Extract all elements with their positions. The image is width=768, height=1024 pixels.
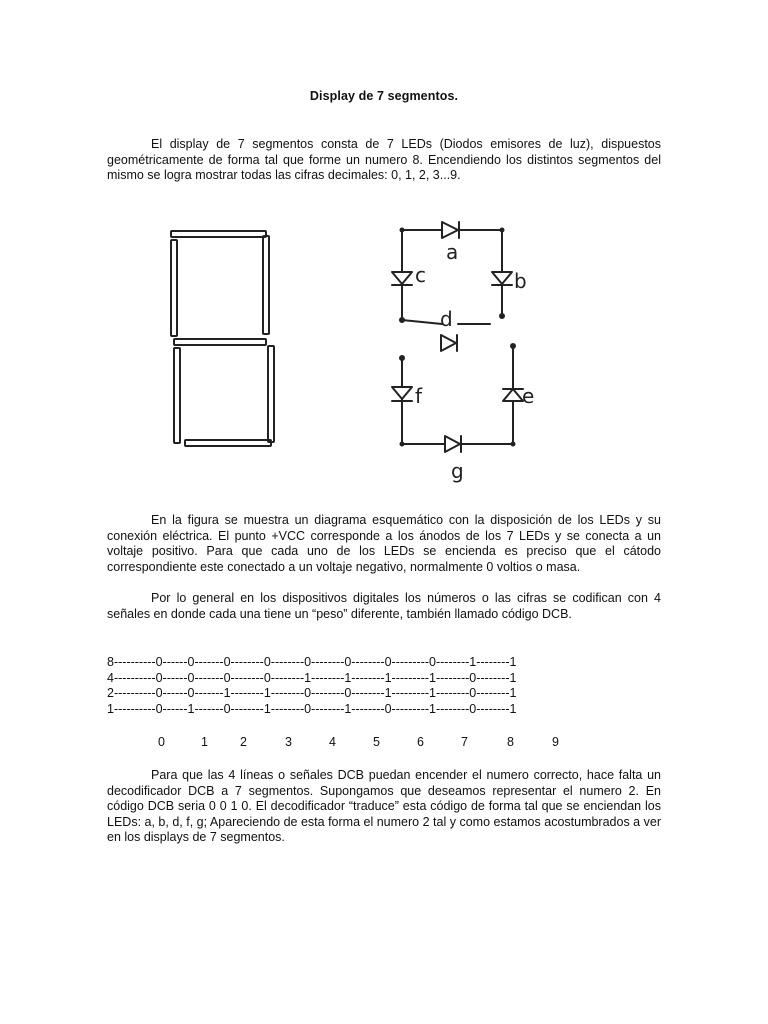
schematic-paragraph: En la figura se muestra un diagrama esquemático con la disposición de los LEDs y su conexión eléctrica. El punto +VCC corresponde a los ánodos de los 7 LEDs y se conecta a un voltaje positivo. Para que cada uno de los LEDs se encienda es preciso que el cátodo correspondiente este conectado a un voltaje negativo, normalmente 0 voltios o masa. xyxy=(107,513,661,574)
outline-segment-b xyxy=(263,236,269,334)
bcd-row-8: 8----------0------0-------0--------0--------0--------0--------0---------0--------1--------1 xyxy=(107,655,517,669)
label-segment-g: g xyxy=(451,459,464,483)
label-segment-b: b xyxy=(514,269,527,293)
diode-g xyxy=(445,436,461,452)
diode-a xyxy=(442,222,459,238)
bcd-digit-row xyxy=(107,735,667,751)
bcd-intro-paragraph: Por lo general en los dispositivos digitales los números o las cifras se codifican con 4 señales en donde cada una tiene un “peso” diferente, también llamado código DCB. xyxy=(107,591,661,621)
outline-segment-a xyxy=(171,231,266,237)
bcd-table xyxy=(107,655,667,717)
outline-segment-g xyxy=(174,339,266,345)
decoder-paragraph: Para que las 4 líneas o señales DCB puedan encender el numero correcto, hace falta un decodificador DCB a 7 segmentos. Supongamos que deseamos representar el numero 2. En código DCB seria 0 0 1 0. El decodificador “traduce” esta código de forma tal que se enciendan los LEDs: a, b, d, f, g; Apareciendo de esta forma el numero 2 tal y como estamos acostumbrados a ver en los displays de 7 segmentos. xyxy=(107,768,661,845)
bcd-digit: 2 xyxy=(240,735,247,749)
bcd-row-2: 2----------0------0-------1--------1--------0--------0--------1---------1--------0--------1 xyxy=(107,686,517,701)
bcd-digit: 0 xyxy=(158,735,165,749)
bcd-digit: 4 xyxy=(329,735,336,749)
label-segment-c: c xyxy=(415,263,426,287)
outline-segment-c xyxy=(268,346,274,442)
bcd-row-1: 1----------0------1-------0--------1--------0--------1--------0---------1--------0--------1 xyxy=(107,701,517,716)
bcd-digit: 9 xyxy=(552,735,559,749)
bcd-row-4: 4----------0------0-------0--------0--------1--------1--------1---------1--------0--------1 xyxy=(107,670,517,685)
page-title: Display de 7 segmentos. xyxy=(309,89,459,103)
bcd-digit: 5 xyxy=(373,735,380,749)
diode-f xyxy=(392,387,412,401)
label-segment-e: e xyxy=(522,384,535,408)
label-segment-f: f xyxy=(415,384,423,408)
diode-e xyxy=(503,389,523,401)
diode-d xyxy=(441,335,457,351)
bcd-digit: 3 xyxy=(285,735,292,749)
seven-segment-figure xyxy=(140,196,590,486)
bcd-digit: 8 xyxy=(507,735,514,749)
bcd-digit: 1 xyxy=(201,735,208,749)
segment-outline xyxy=(171,231,274,446)
diode-b xyxy=(492,272,512,285)
outline-segment-d xyxy=(185,440,271,446)
outline-segment-e xyxy=(174,348,180,443)
outline-segment-f xyxy=(171,240,177,336)
seven-segment-diagram xyxy=(140,196,590,486)
label-segment-a: a xyxy=(446,240,459,264)
diode-c xyxy=(392,272,412,285)
label-segment-d: d xyxy=(440,307,453,331)
bcd-digit: 7 xyxy=(461,735,468,749)
intro-paragraph: El display de 7 segmentos consta de 7 LEDs (Diodos emisores de luz), dispuestos geométricamente de forma tal que forme un numero 8. Encendiendo los distintos segmentos del mismo se logra mostrar todas las cifras decimales: 0, 1, 2, 3...9. xyxy=(107,137,661,183)
bcd-digit: 6 xyxy=(417,735,424,749)
